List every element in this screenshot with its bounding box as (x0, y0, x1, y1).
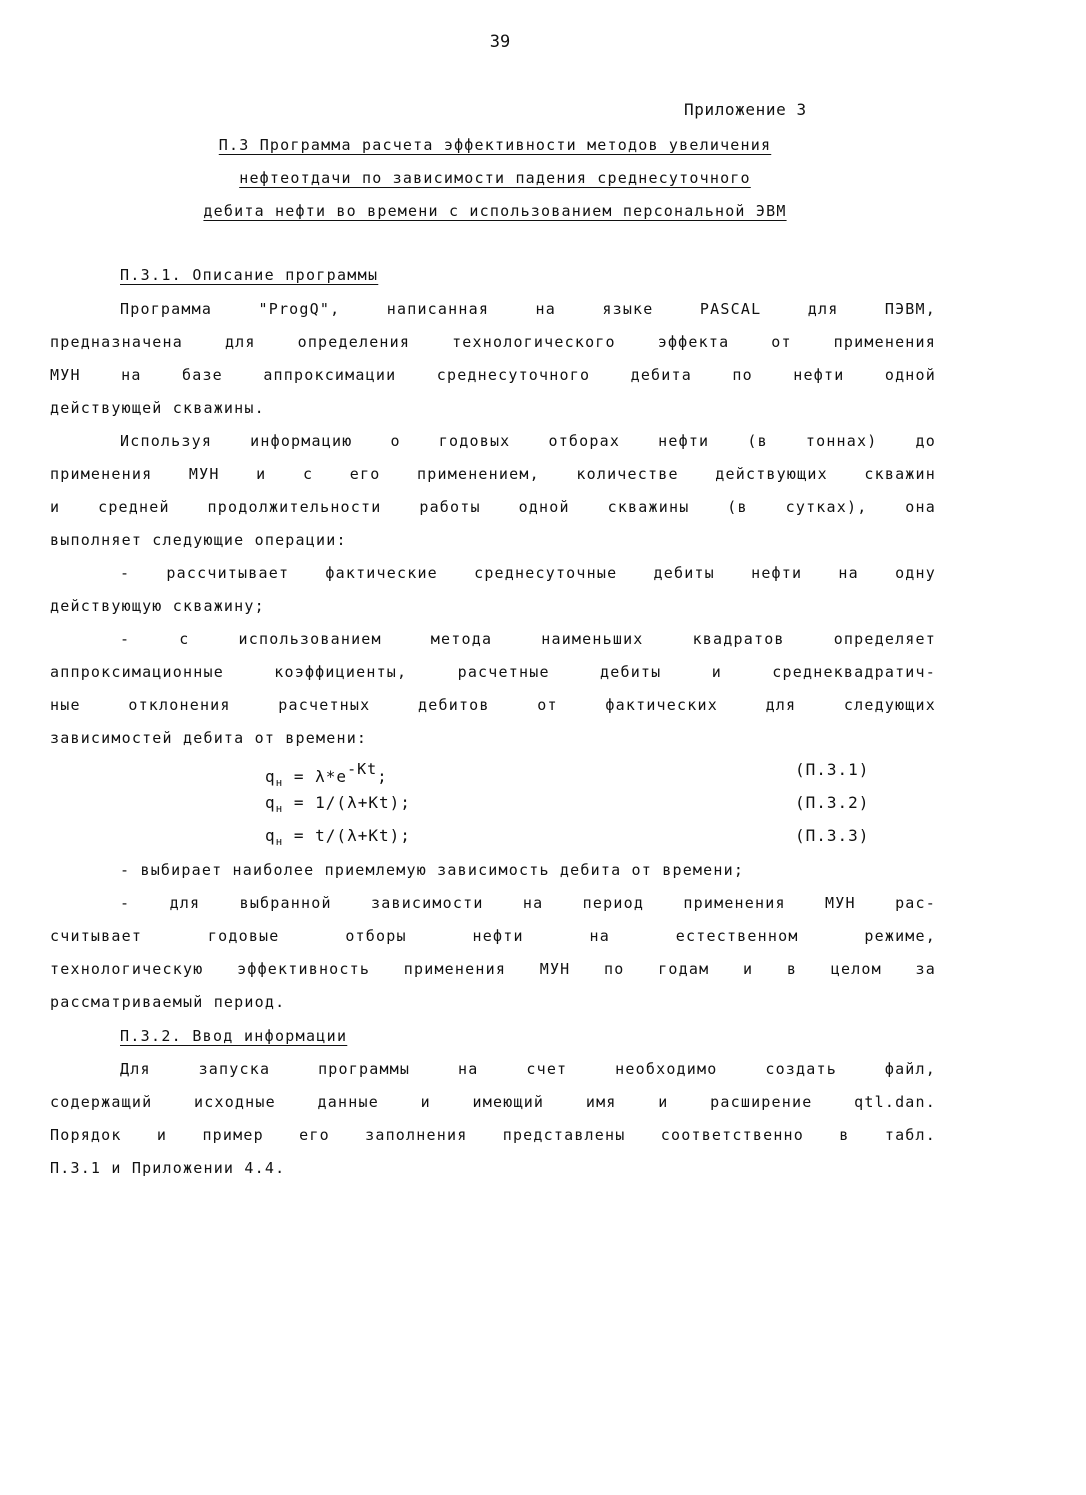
list-item-line: ные отклонения расчетных дебитов от фактических для следующих (50, 696, 936, 714)
title-line-2: нефтеотдачи по зависимости падения среднесуточного (239, 169, 751, 187)
paragraph-line: содержащий исходные данные и имеющий имя и расширение qtl.dan. (50, 1093, 936, 1111)
paragraph-line: Программа "ProgQ", написанная на языке PASCAL для ПЭВМ, (120, 300, 936, 318)
list-item-line: считывает годовые отборы нефти на естественном режиме, (50, 927, 936, 945)
paragraph-line: применения МУН и с его применением, количестве действующих скважин (50, 465, 936, 483)
formula-1-number: (П.3.1) (795, 760, 870, 779)
paragraph-line: Порядок и пример его заполнения представлены соответственно в табл. (50, 1126, 936, 1144)
section-2-heading: П.3.2. Ввод информации (120, 1027, 348, 1045)
paragraph-line: МУН на базе аппроксимации среднесуточного дебита по нефти одной (50, 366, 936, 384)
paragraph-line: П.3.1 и Приложении 4.4. (50, 1159, 286, 1177)
list-item-line: - выбирает наиболее приемлемую зависимость дебита от времени; (120, 861, 745, 879)
formula-1: $q_н = \lambda*e^{-Kt}$; (265, 760, 388, 789)
title-line-3: дебита нефти во времени с использованием персональной ЭВМ (203, 202, 787, 220)
list-item-line: - рассчитывает фактические среднесуточные дебиты нефти на одну (120, 564, 936, 582)
list-item-line: технологическую эффективность применения МУН по годам и в целом за (50, 960, 936, 978)
paragraph-line: выполняет следующие операции: (50, 531, 347, 549)
list-item-line: - для выбранной зависимости на период применения МУН рас- (120, 894, 936, 912)
list-item-line: зависимостей дебита от времени: (50, 729, 368, 747)
list-item-line: действующую скважину; (50, 597, 265, 615)
paragraph-line: предназначена для определения технологического эффекта от применения (50, 333, 936, 351)
paragraph-line: и средней продолжительности работы одной скважины (в сутках), она (50, 498, 936, 516)
section-1-heading: П.3.1. Описание программы (120, 266, 379, 284)
list-item-line: рассматриваемый период. (50, 993, 286, 1011)
title-line-1: П.3 Программа расчета эффективности методов увеличения (218, 136, 772, 154)
formula-2-number: (П.3.2) (795, 793, 870, 812)
list-item-line: аппроксимационные коэффициенты, расчетные дебиты и среднеквадратич- (50, 663, 936, 681)
formula-3-number: (П.3.3) (795, 826, 870, 845)
paragraph-line: Используя информацию о годовых отборах нефти (в тоннах) до (120, 432, 936, 450)
paragraph-line: действующей скважины. (50, 399, 265, 417)
formula-2: $q_н = 1/(\lambda+Kt)$; (265, 793, 411, 815)
list-item-line: - с использованием метода наименьших квадратов определяет (120, 630, 936, 648)
paragraph-line: Для запуска программы на счет необходимо создать файл, (120, 1060, 936, 1078)
page-number: 39 (489, 32, 511, 52)
formula-3: $q_н = t/(\lambda+Kt)$; (265, 826, 411, 848)
appendix-label: Приложение 3 (684, 100, 807, 119)
